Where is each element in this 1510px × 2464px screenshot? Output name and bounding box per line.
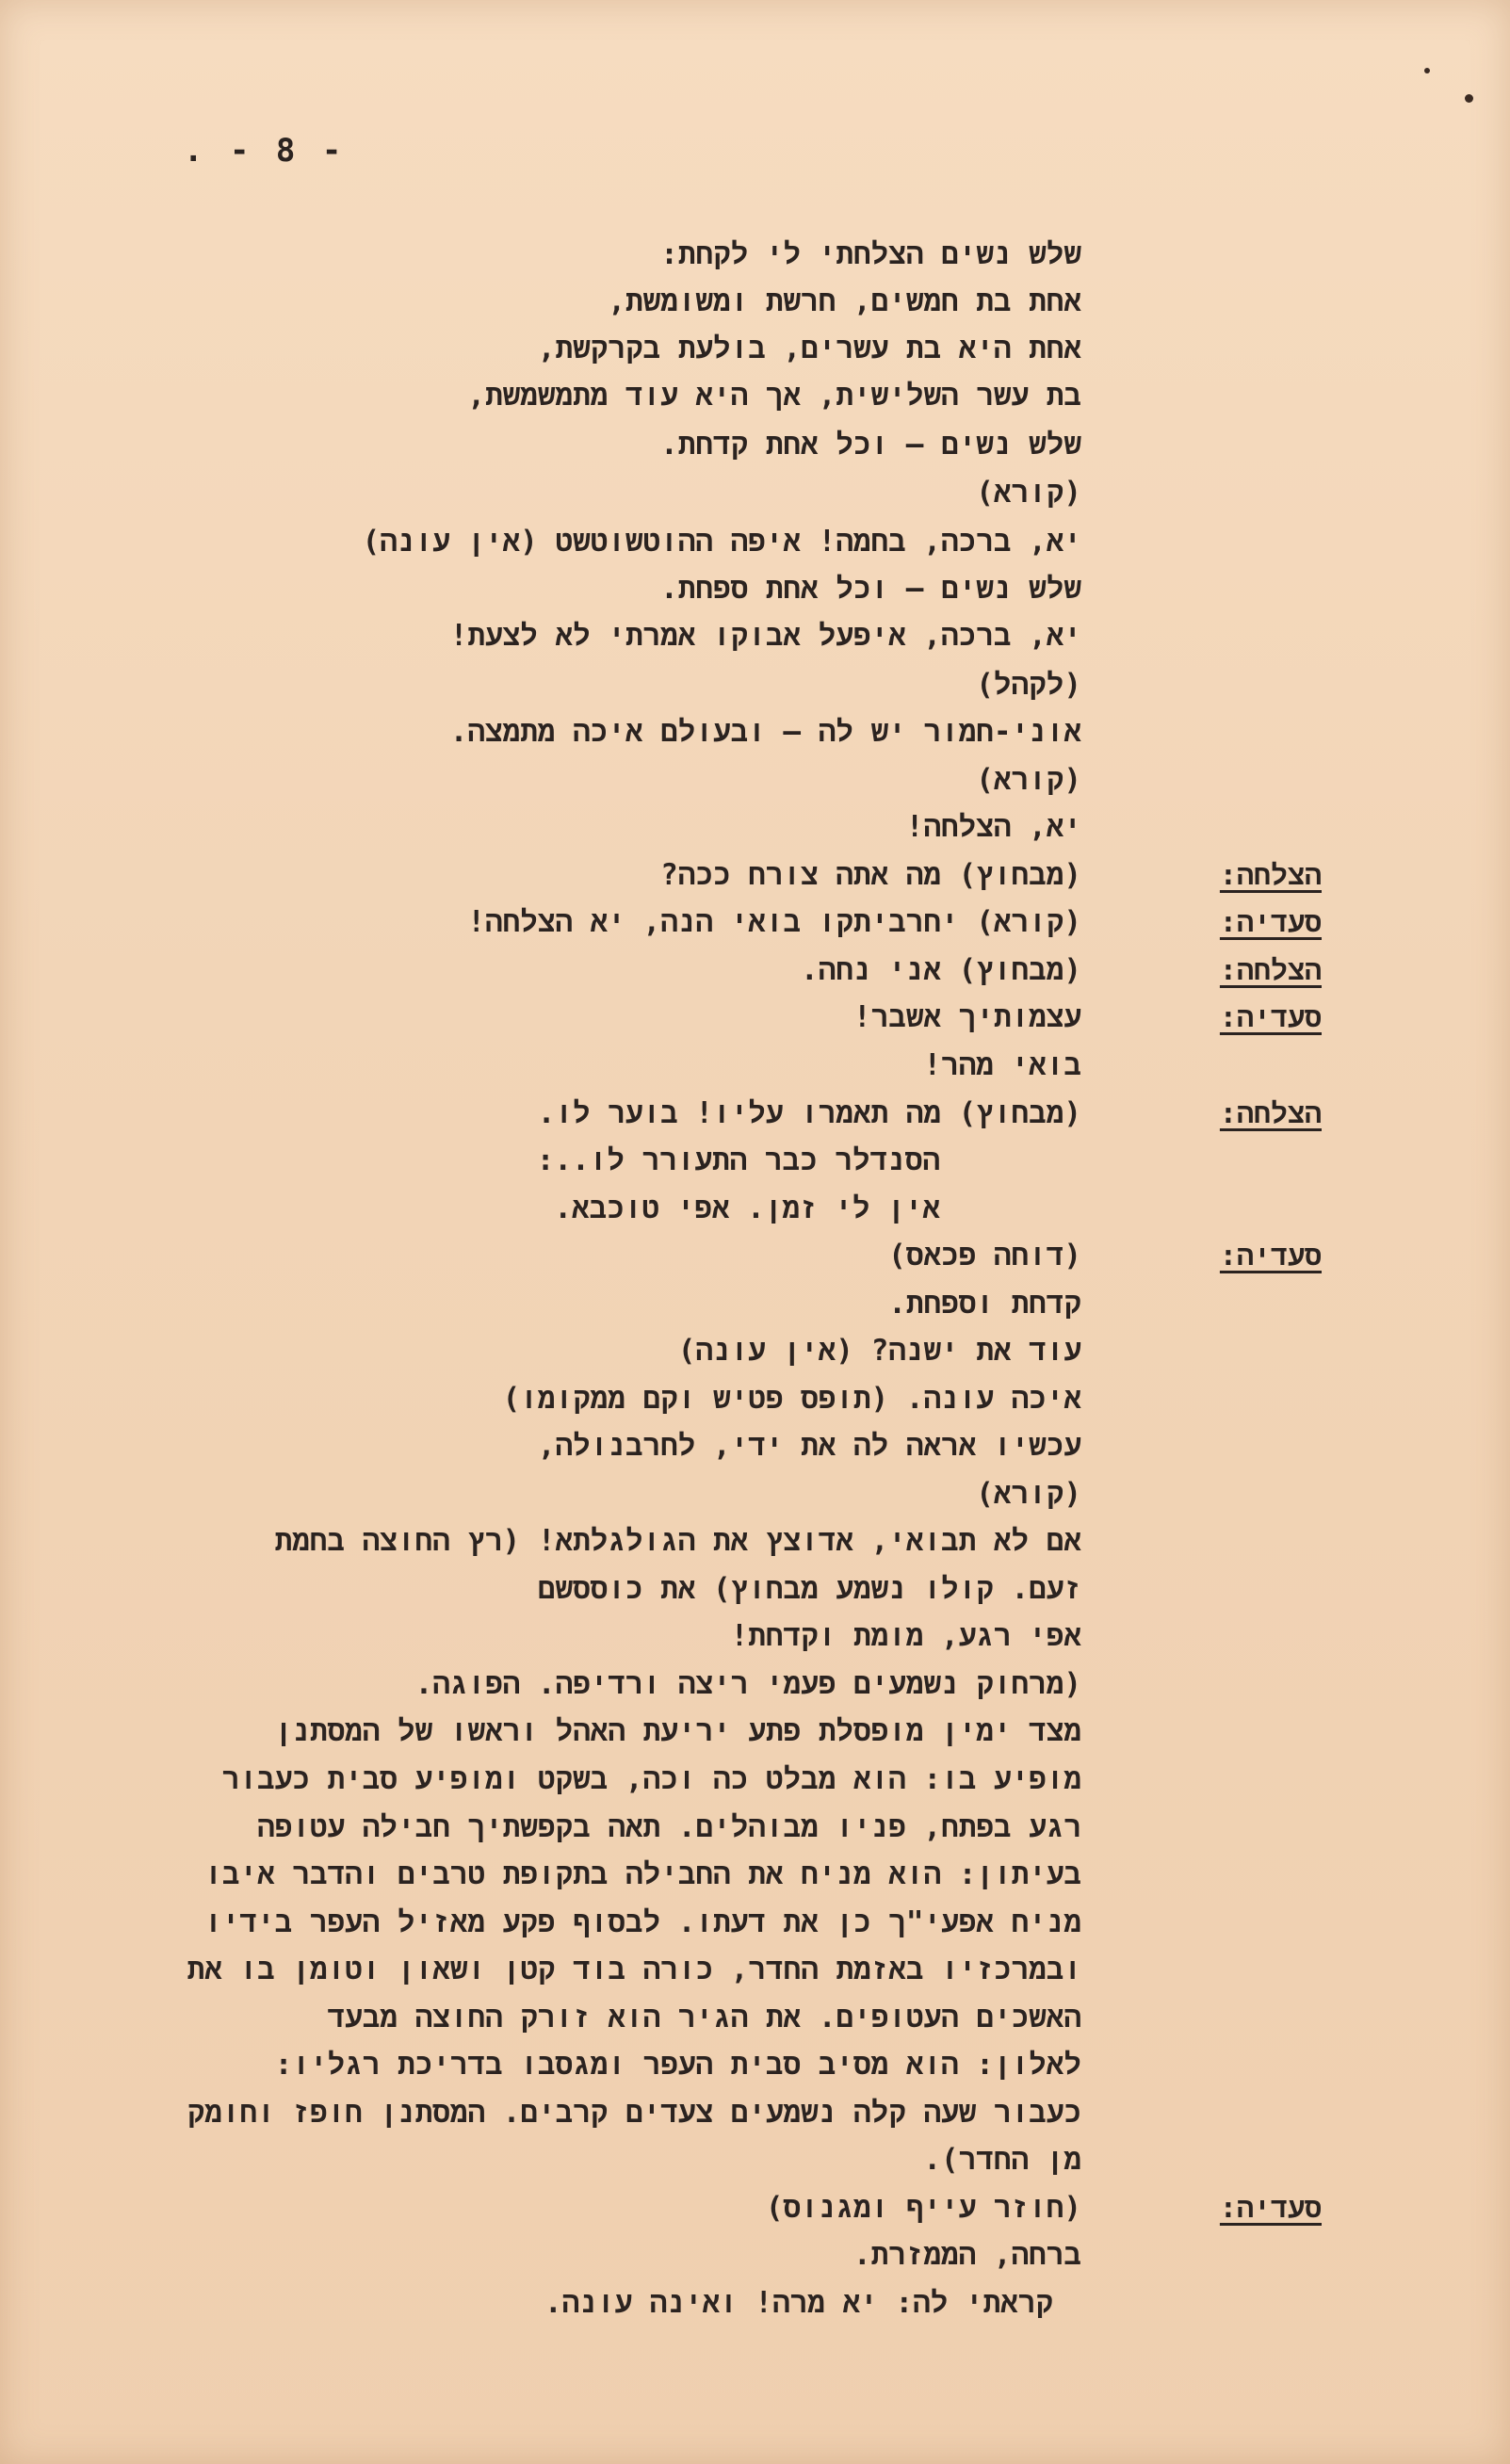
script-line: (קורא) — [976, 763, 1081, 797]
script-line: (מבחוץ) מה אתה צורח ככה? — [660, 858, 1081, 892]
script-line: קראתי לה: יא מרה! ואינה עונה. — [544, 2286, 1053, 2320]
script-line: שלש נשים הצלחתי לי לקחת: — [660, 237, 1081, 271]
script-line: שלש נשים – וכל אחת קדחת. — [660, 428, 1081, 462]
script-line: (מרחוק נשמעים פעמי ריצה ורדיפה. הפוגה. — [414, 1667, 1081, 1701]
script-line: הסנדלר כבר התעורר לו..: — [536, 1143, 940, 1177]
script-line: (מבחוץ) מה תאמרו עליו! בוער לו. — [537, 1096, 1081, 1130]
page-number: . - 8 - — [184, 132, 346, 170]
script-line: אוני-חמור יש לה – ובעולם איכה מתמצה. — [449, 715, 1081, 749]
script-line: (חוזר עייף ומגנוס) — [765, 2191, 1081, 2225]
script-line: עצמותיך אשבר! — [853, 1000, 1081, 1034]
script-line: אם לא תבואי, אדוצץ את הגולגלתא! (רץ החוצה בחמת — [274, 1524, 1081, 1558]
script-line: מניח אפעי"ך כן את דעתו. לבסוף פקע מאזיל העפר בידיו — [204, 1905, 1081, 1939]
speaker-name: הצלחה: — [1219, 859, 1322, 892]
ink-spot — [1424, 68, 1430, 73]
speaker-name: סעדיה: — [1219, 2192, 1322, 2225]
script-line: יא, ברכה, איפעל אבוקו אמרתי לא לצעת! — [449, 619, 1081, 653]
speaker-name: הצלחה: — [1219, 1097, 1322, 1130]
script-line: קדחת וספחת. — [888, 1287, 1081, 1321]
script-line: (לקהל) — [976, 668, 1081, 702]
script-line: זעם. קולו נשמע מבחוץ) את כוססשם — [537, 1572, 1081, 1606]
script-line: (קורא) יחרביתקו בואי הנה, יא הצלחה! — [467, 905, 1081, 939]
speaker-name: סעדיה: — [1219, 1001, 1322, 1034]
script-line: (מבחוץ) אני נחה. — [801, 953, 1081, 987]
script-line: (קורא) — [976, 1477, 1081, 1511]
speaker-name: סעדיה: — [1219, 1240, 1322, 1273]
script-line: בת עשר השלישית, אך היא עוד מתמשמשת, — [467, 379, 1081, 413]
script-line: עכשיו אראה לה את ידי, לחרבנולה, — [537, 1429, 1081, 1463]
script-line: (דוחה פכאס) — [888, 1239, 1081, 1273]
script-line: מצד ימין מופסלת פתע יריעת האהל וראשו של המסתנן — [274, 1714, 1081, 1748]
script-line: בעיתון: הוא מניח את החבילה בתקופת טרבים והדבר איבו — [204, 1857, 1081, 1891]
script-line: מן החדר). — [923, 2143, 1081, 2177]
script-line: רגע בפתח, פניו מבוהלים. תאה בקפשתיך חבילה עטופה — [257, 1810, 1081, 1844]
script-line: עוד את ישנה? (אין עונה) — [677, 1334, 1081, 1368]
speaker-name: סעדיה: — [1219, 906, 1322, 939]
script-line: איכה עונה. (תופס פטיש וקם ממקומו) — [502, 1382, 1081, 1416]
script-line: בואי מהר! — [923, 1048, 1081, 1082]
script-line: האשכים העטופים. את הגיר הוא זורק החוצה מבעד — [327, 2001, 1081, 2034]
script-line: אחת היא בת עשרים, בולעת בקרקשת, — [537, 332, 1081, 365]
speaker-name: הצלחה: — [1219, 954, 1322, 987]
script-line: (קורא) — [976, 476, 1081, 510]
script-line: יא, הצלחה! — [905, 810, 1081, 844]
script-line: שלש נשים – וכל אחת ספחת. — [660, 572, 1081, 606]
script-line: אין לי זמן. אפי טוכבא. — [554, 1191, 940, 1225]
script-line: אפי רגע, מומת וקדחת! — [730, 1619, 1081, 1653]
script-line: יא, ברכה, בחמה! איפה ההוטשוטשט (אין עונה) — [362, 525, 1081, 559]
script-line: לאלון: הוא מסיב סבית העפר ומגסבו בדריכת רגליו: — [274, 2048, 1081, 2082]
script-line: אחת בת חמשים, חרשת ומשומשת, — [608, 284, 1081, 318]
script-line: ובמרכזיו באזמת החדר, כורה בוד קטן ושאון וטומן בו את — [187, 1953, 1081, 1986]
script-line: מופיע בו: הוא מבלט כה וכה, בשקט ומופיע סבית כעבור — [221, 1762, 1081, 1796]
script-line: ברחה, הממזרת. — [852, 2238, 1081, 2272]
ink-spot — [1465, 94, 1473, 103]
script-line: כעבור שעה קלה נשמעים צעדים קרבים. המסתנן חופז וחומק — [187, 2096, 1081, 2130]
